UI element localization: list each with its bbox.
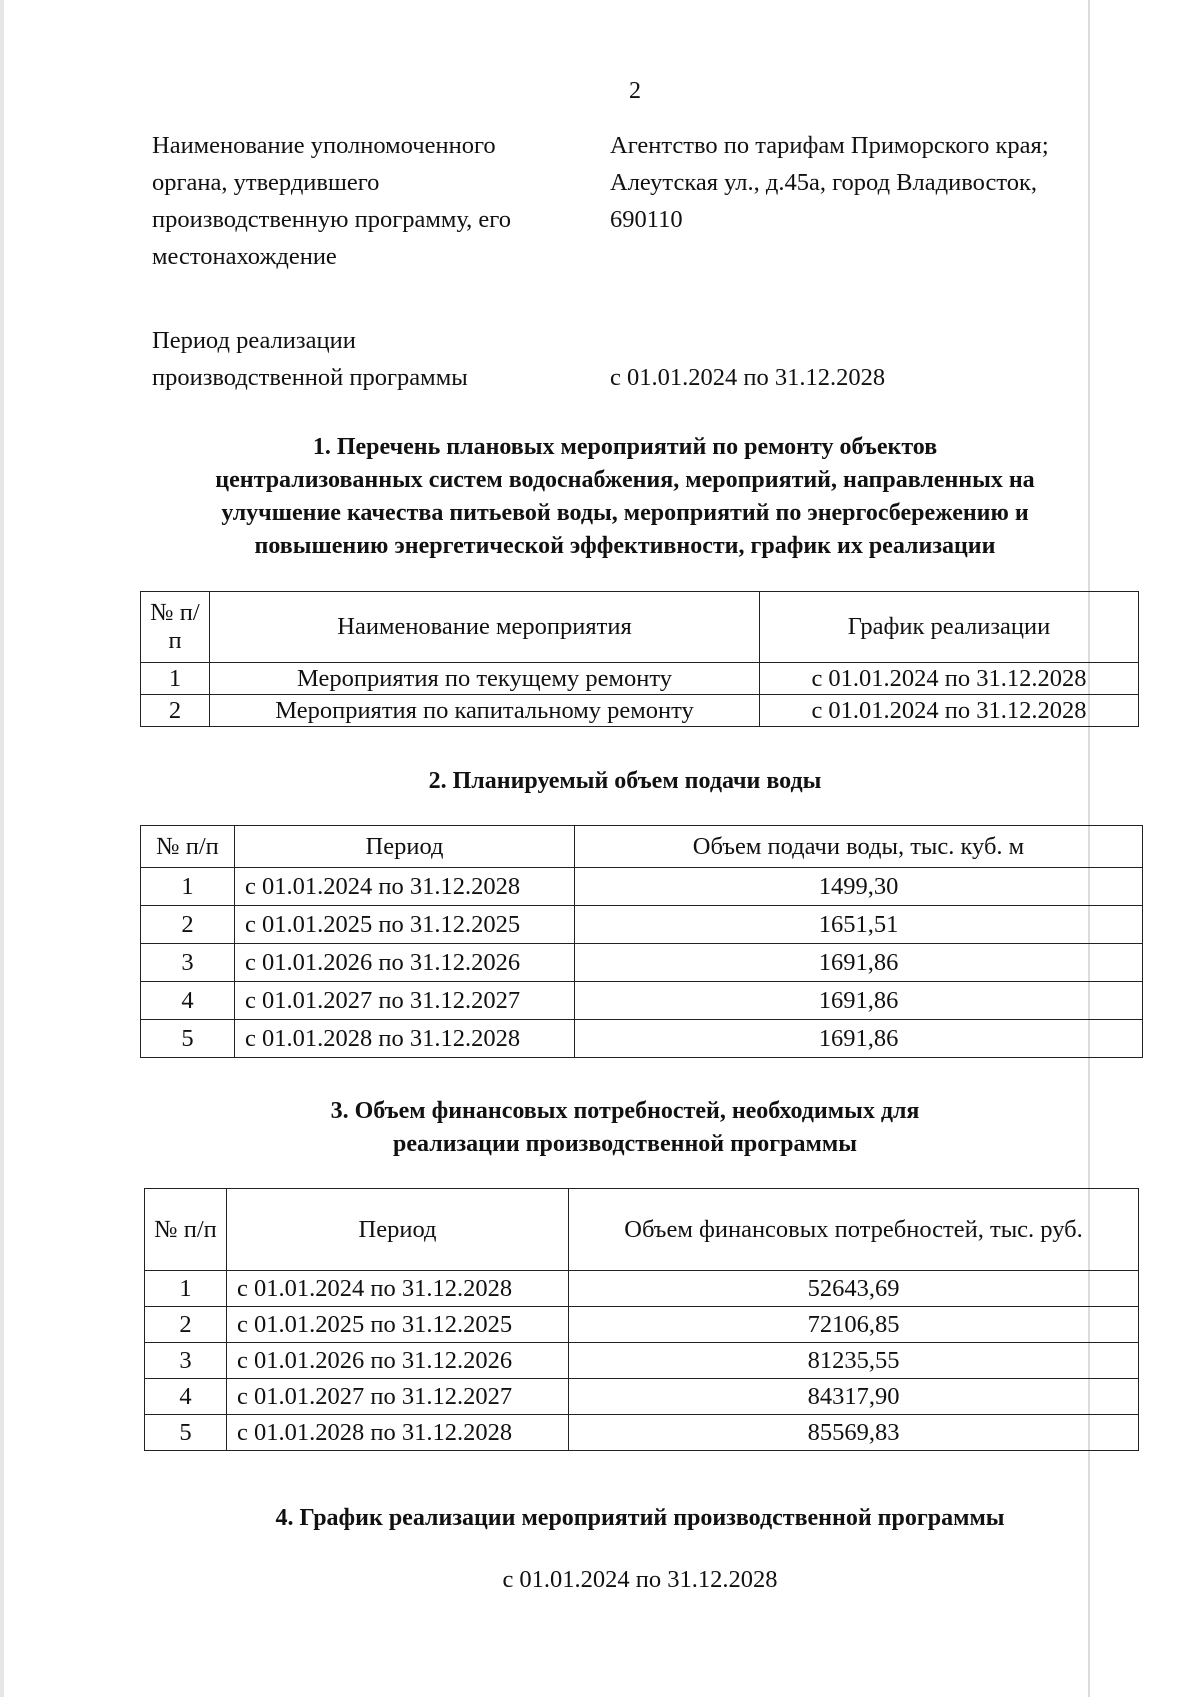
scan-edge — [0, 0, 4, 1697]
table-row: 4 с 01.01.2027 по 31.12.2027 1691,86 — [141, 982, 1143, 1020]
table-row: 4 с 01.01.2027 по 31.12.2027 84317,90 — [145, 1379, 1139, 1415]
section4-title: 4. График реализации мероприятий производственной программы — [275, 1505, 1005, 1531]
section3-title: 3. Объем финансовых потребностей, необходимых для реализации производственной программы — [330, 1098, 920, 1157]
table-header-row — [141, 826, 1143, 868]
section2-title: 2. Планируемый объем подачи воды — [428, 768, 822, 794]
section4-period: с 01.01.2024 по 31.12.2028 — [502, 1566, 778, 1593]
table-row: 5 с 01.01.2028 по 31.12.2028 85569,83 — [145, 1415, 1139, 1451]
period-value: с 01.01.2024 по 31.12.2028 — [610, 364, 886, 391]
authority-value: Агентство по тарифам Приморского края; Алеутская ул., д.45а, город Владивосток, 690110 — [610, 132, 1049, 233]
authority-label: Наименование уполномоченного органа, утвердившего производственную программу, его местонахождение — [152, 132, 511, 270]
section2-table — [140, 825, 1143, 1058]
table-row: 2 с 01.01.2025 по 31.12.2025 72106,85 — [145, 1307, 1139, 1343]
period-label: Период реализации производственной программы — [152, 327, 468, 391]
header-period: Период — [227, 1189, 569, 1271]
header-water-volume: Объем подачи воды, тыс. куб. м — [575, 826, 1143, 868]
header-schedule: График реализации — [760, 592, 1139, 663]
table-row: 1 с 01.01.2024 по 31.12.2028 52643,69 — [145, 1271, 1139, 1307]
section1-table — [140, 591, 1139, 727]
section3-table — [144, 1188, 1139, 1451]
table-row: 3 с 01.01.2026 по 31.12.2026 81235,55 — [145, 1343, 1139, 1379]
table-row: 1 с 01.01.2024 по 31.12.2028 1499,30 — [141, 868, 1143, 906]
section1-title: 1. Перечень плановых мероприятий по ремонту объектов централизованных систем водоснабжения, мероприятий, направленных на улучшение качества питьевой воды, мероприятий по энергосбережению и повышению энергетической эффективности, график их реализации — [215, 434, 1035, 559]
table-row: 2 Мероприятия по капитальному ремонту с 01.01.2024 по 31.12.2028 — [141, 695, 1139, 727]
info-block — [152, 127, 1152, 417]
table-row: 1 Мероприятия по текущему ремонту с 01.01.2024 по 31.12.2028 — [141, 663, 1139, 695]
header-financial-volume: Объем финансовых потребностей, тыс. руб. — [569, 1189, 1139, 1271]
table-header-row — [141, 592, 1139, 663]
header-number: № п/п — [141, 826, 235, 868]
page-number: 2 — [629, 78, 641, 104]
table-row: 2 с 01.01.2025 по 31.12.2025 1651,51 — [141, 906, 1143, 944]
table-header-row — [145, 1189, 1139, 1271]
table-row: 3 с 01.01.2026 по 31.12.2026 1691,86 — [141, 944, 1143, 982]
header-number: № п/п — [141, 592, 210, 663]
header-event-name: Наименование мероприятия — [210, 592, 760, 663]
header-number: № п/п — [145, 1189, 227, 1271]
table-row: 5 с 01.01.2028 по 31.12.2028 1691,86 — [141, 1020, 1143, 1058]
header-period: Период — [235, 826, 575, 868]
